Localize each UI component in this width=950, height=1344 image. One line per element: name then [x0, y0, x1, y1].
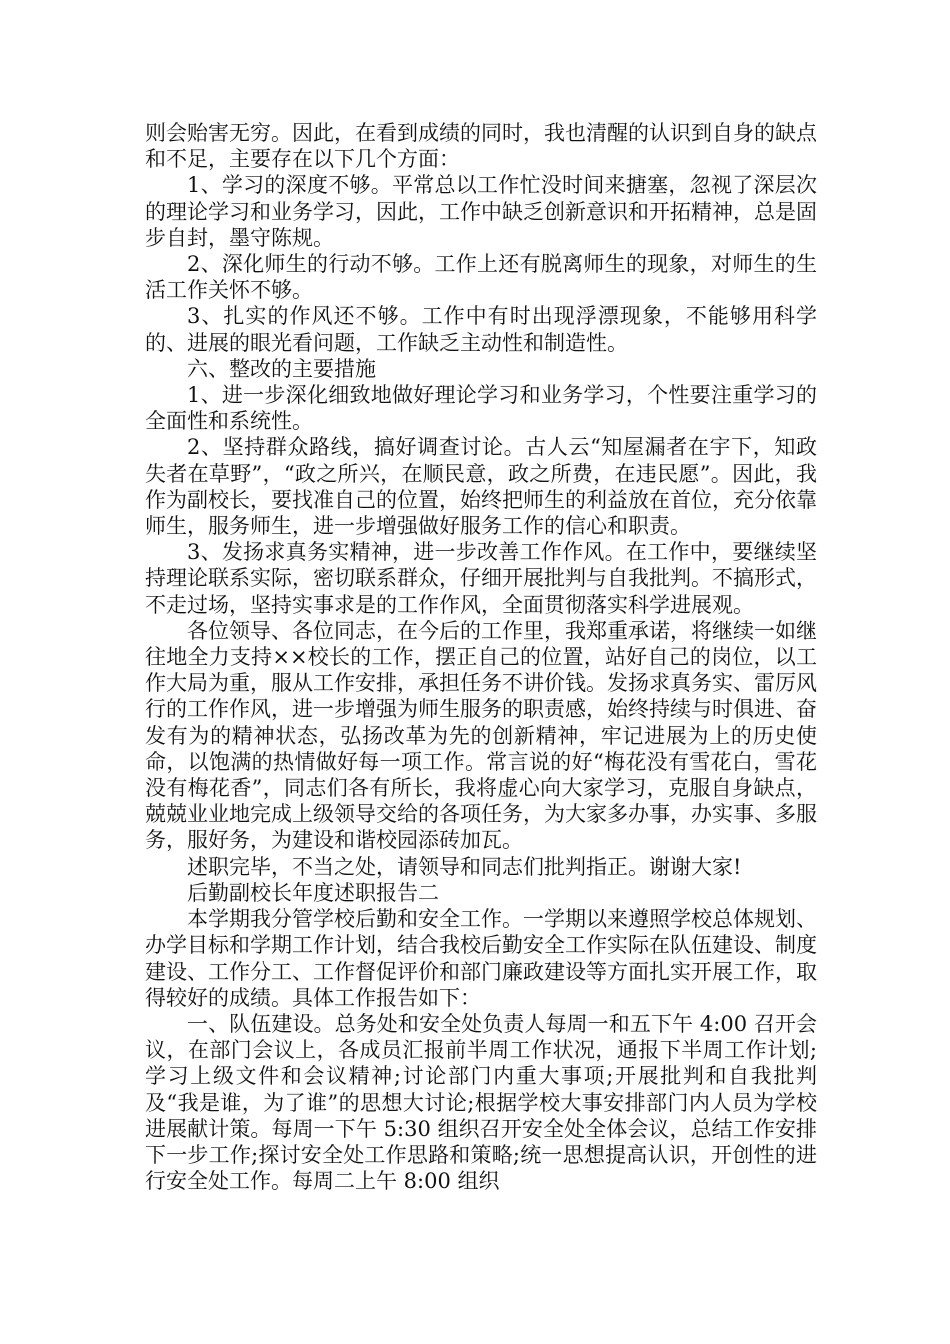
paragraph-measure-2: 2、坚持群众路线，搞好调查讨论。古人云“知屋漏者在宇下，知政失者在草野”，“政之所兴，在顺民意，政之所费，在违民愿”。因此，我作为副校长，要找准自己的位置，始终把师生的利益放在首位，充分依靠师生，服务师生，进一步增强做好服务工作的信心和职责。 — [145, 435, 817, 539]
document-body — [145, 120, 817, 1194]
paragraph-closing: 述职完毕，不当之处，请领导和同志们批判指正。谢谢大家! — [187, 854, 742, 879]
paragraph-shortcoming-1: 1、学习的深度不够。平常总以工作忙没时间来搪塞，忽视了深层次的理论学习和业务学习，因此，工作中缺乏创新意识和开拓精神，总是固步自封，墨守陈规。 — [145, 173, 817, 250]
paragraph-shortcoming-2: 2、深化师生的行动不够。工作上还有脱离师生的现象，对师生的生活工作关怀不够。 — [145, 252, 817, 303]
paragraph-continuation: 则会贻害无穷。因此，在看到成绩的同时，我也清醒的认识到自身的缺点和不足，主要存在以下几个方面： — [145, 121, 817, 172]
paragraph-shortcoming-3: 3、扎实的作风还不够。工作中有时出现浮漂现象，不能够用科学的、进展的眼光看问题，工作缺乏主动性和制造性。 — [145, 304, 817, 355]
paragraph-measure-3: 3、发扬求真务实精神，进一步改善工作作风。在工作中，要继续坚持理论联系实际，密切联系群众，仔细开展批判与自我批判。不搞形式，不走过场，坚持实事求是的工作作风，全面贯彻落实科学进展观。 — [145, 540, 817, 617]
paragraph-commitment: 各位领导、各位同志，在今后的工作里，我郑重承诺，将继续一如继往地全力支持××校长的工作，摆正自己的位置，站好自己的岗位，以工作大局为重，服从工作安排，承担任务不讲价钱。发扬求真务实、雷厉风行的工作作风，进一步增强为师生服务的职责感，始终持续与时俱进、奋发有为的精神状态，弘扬改革为先的创新精神，牢记进展为上的历史使命，以饱满的热情做好每一项工作。常言说的好“梅花没有雪花白，雪花没有梅花香”，同志们各有所长，我将虚心向大家学习，克服自身缺点，兢兢业业地完成上级领导交给的各项任务，为大家多办事，办实事、多服务，服好务，为建设和谐校园添砖加瓦。 — [145, 618, 817, 853]
paragraph-measure-1: 1、进一步深化细致地做好理论学习和业务学习，个性要注重学习的全面性和系统性。 — [145, 383, 817, 434]
report-two-title: 后勤副校长年度述职报告二 — [187, 880, 439, 905]
paragraph-report-two-intro: 本学期我分管学校后勤和安全工作。一学期以来遵照学校总体规划、办学目标和学期工作计划，结合我校后勤安全工作实际在队伍建设、制度建设、工作分工、工作督促评价和部门廉政建设等方面扎实开展工作，取得较好的成绩。具体工作报告如下： — [145, 907, 817, 1010]
section-heading-measures: 六、整改的主要措施 — [187, 356, 376, 381]
paragraph-team-building: 一、队伍建设。总务处和安全处负责人每周一和五下午 4:00 召开会议，在部门会议上，各成员汇报前半周工作状况，通报下半周工作计划;学习上级文件和会议精神;讨论部门内重大事项;开展批判和自我批判及“我是谁，为了谁”的思想大讨论;根据学校大事安排部门内人员为学校进展献计策。每周一下午 5:30 组织召开安全处全体会议，总结工作安排下一步工作;探讨安全处工作思路和策略;统一思想提高认识，开创性的进行安全处工作。每周二上午 8:00 组织 — [145, 1011, 817, 1194]
